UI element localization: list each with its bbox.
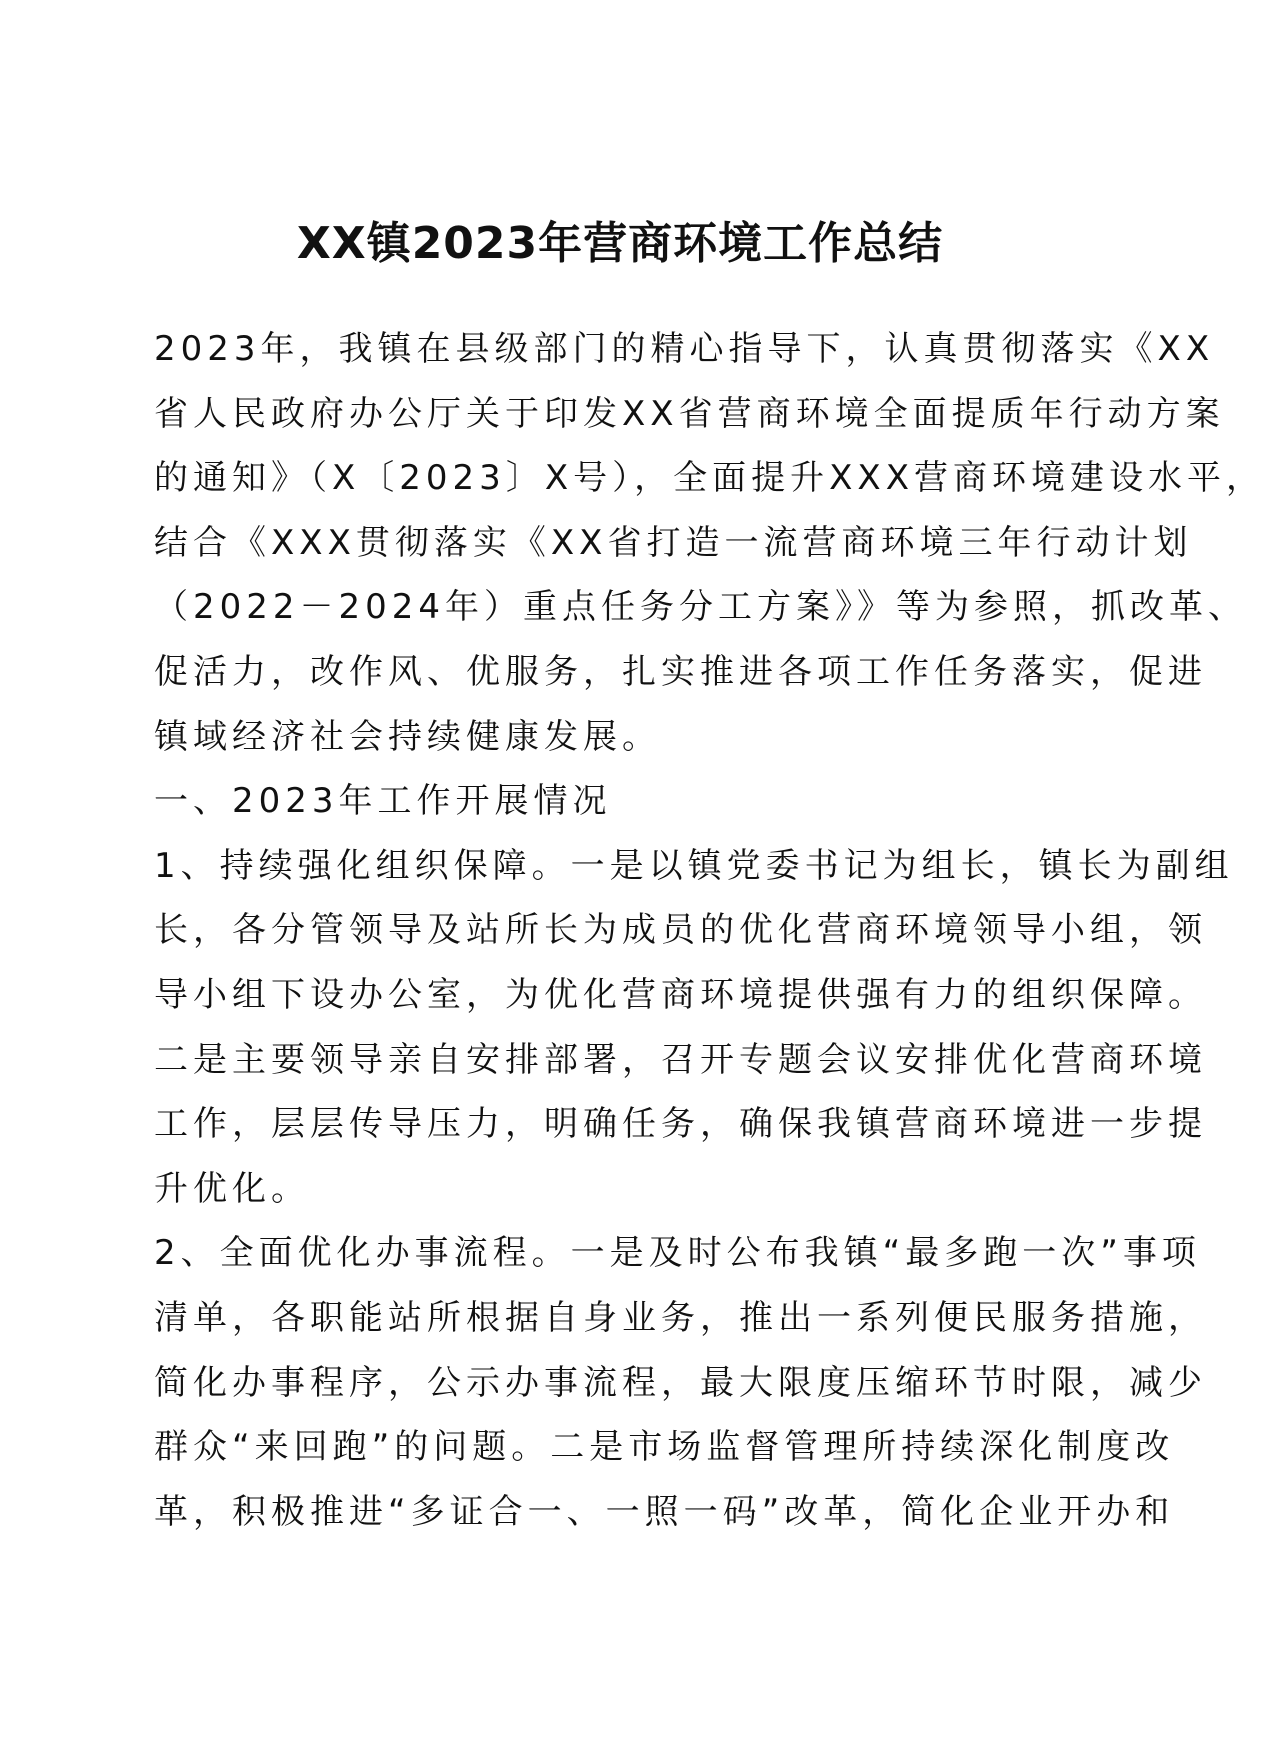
intro-line: 促活力，改作风、优服务，扎实推进各项工作任务落实，促进 (154, 651, 1207, 692)
paragraph-line: 长，各分管领导及站所长为成员的优化营商环境领导小组，领 (154, 910, 1207, 951)
intro-line: 结合《XXX贯彻落实《XX省打造一流营商环境三年行动计划 (154, 522, 1193, 563)
intro-line: 省人民政府办公厅关于印发XX省营商环境全面提质年行动方案 (154, 393, 1225, 434)
paragraph-line: 革，积极推进“多证合一、一照一码”改革，简化企业开办和 (154, 1491, 1175, 1532)
intro-line: （2022－2024年）重点任务分工方案》》等为参照，抓改革、 (154, 587, 1248, 628)
paragraph-line: 群众“来回跑”的问题。二是市场监督管理所持续深化制度改 (154, 1427, 1175, 1468)
intro-line: 2023年，我镇在县级部门的精心指导下，认真贯彻落实《XX (154, 329, 1215, 369)
paragraph-line: 二是主要领导亲自安排部署，召开专题会议安排优化营商环境 (154, 1039, 1207, 1080)
paragraph-line: 导小组下设办公室，为优化营商环境提供强有力的组织保障。 (154, 974, 1207, 1015)
intro-line: 镇域经济社会持续健康发展。 (154, 716, 661, 757)
section-heading: 一、2023年工作开展情况 (154, 781, 612, 822)
paragraph-line: 简化办事程序，公示办事流程，最大限度压缩环节时限，减少 (154, 1362, 1207, 1403)
document-title: XX镇2023年营商环境工作总结 (296, 218, 944, 269)
paragraph-line: 工作，层层传导压力，明确任务，确保我镇营商环境进一步提 (154, 1104, 1207, 1145)
paragraph-line: 2、全面优化办事流程。一是及时公布我镇“最多跑一次”事项 (154, 1233, 1201, 1274)
paragraph-line: 升优化。 (154, 1168, 310, 1209)
paragraph-line: 清单，各职能站所根据自身业务，推出一系列便民服务措施， (154, 1297, 1207, 1338)
paragraph-line: 1、持续强化组织保障。一是以镇党委书记为组长，镇长为副组 (154, 845, 1234, 886)
intro-line: 的通知》（X〔2023〕X号），全面提升XXX营商环境建设水平， (154, 458, 1265, 499)
document-body (154, 317, 1265, 1544)
